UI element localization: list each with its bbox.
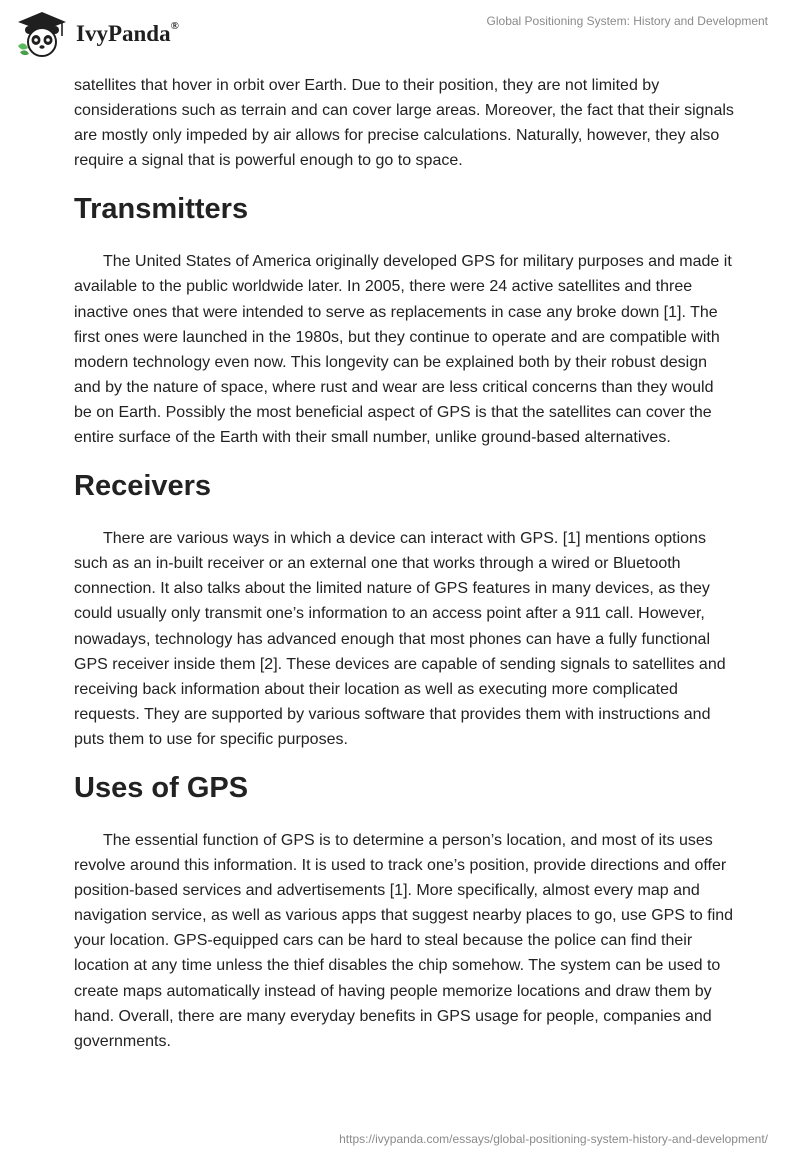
section-paragraph-transmitters: The United States of America originally developed GPS for military purposes and made it available to the public worldwide later. In 2005, there were 24 active satellites and three inactive ones that were intended to serve as replacements in case any broke down [1]. The first ones were launched in the 1980s, but they continue to operate and are compatible with modern technology even now. This longevity can be explained both by their robust design and by the nature of space, where rust and wear are less critical concerns than they would be on Earth. Possibly the most beneficial aspect of GPS is that the satellites can cover the entire surface of the Earth with their small number, unlike ground-based alternatives.: [74, 253, 732, 447]
running-title: Global Positioning System: History and Development: [486, 14, 768, 28]
section-heading-receivers: Receivers: [74, 470, 212, 503]
section-heading-uses: Uses of GPS: [74, 771, 249, 804]
section-heading-transmitters: Transmitters: [74, 193, 249, 226]
panda-graduate-icon: [14, 8, 70, 58]
ivypanda-logo[interactable]: [14, 8, 264, 58]
page-header: [0, 0, 800, 70]
source-url[interactable]: https://ivypanda.com/essays/global-positioning-system-history-and-development/: [339, 1132, 768, 1146]
section-paragraph-receivers: There are various ways in which a device can interact with GPS. [1] mentions options such as an in-built receiver or an external one that works through a wired or Bluetooth connection. It also talks about the limited nature of GPS features in many devices, as they could usually only transmit one’s information to an access point after a 911 call. However, nowadays, technology has advanced enough that most phones can have a fully functional GPS receiver inside them [2]. These devices are capable of sending signals to satellites and receiving back information about their location as well as executing more complicated requests. They are supported by various software that provides them with instructions and puts them to use for specific purposes.: [74, 530, 726, 748]
logo-text: IvyPanda®: [76, 20, 179, 46]
essay-body: [74, 70, 734, 1054]
intro-paragraph: satellites that hover in orbit over Earth. Due to their position, they are not limited by considerations such as terrain and can cover large areas. Moreover, the fact that their signals are mostly only impeded by air allows for precise calculations. Naturally, however, they also require a signal that is powerful enough to go to space.: [74, 77, 734, 170]
section-paragraph-uses: The essential function of GPS is to determine a person’s location, and most of its uses revolve around this information. It is used to track one’s position, provide directions and offer position-based services and advertisements [1]. More specifically, almost every map and navigation service, as well as various apps that suggest nearby places to go, use GPS to find your location. GPS-equipped cars can be hard to steal because the police can find their location at any time unless the thief disables the chip somehow. The system can be used to create maps automatically instead of having people memorize locations and draw them by hand. Overall, there are many everyday benefits in GPS usage for people, companies and governments.: [74, 831, 734, 1050]
registered-mark: ®: [170, 20, 179, 33]
